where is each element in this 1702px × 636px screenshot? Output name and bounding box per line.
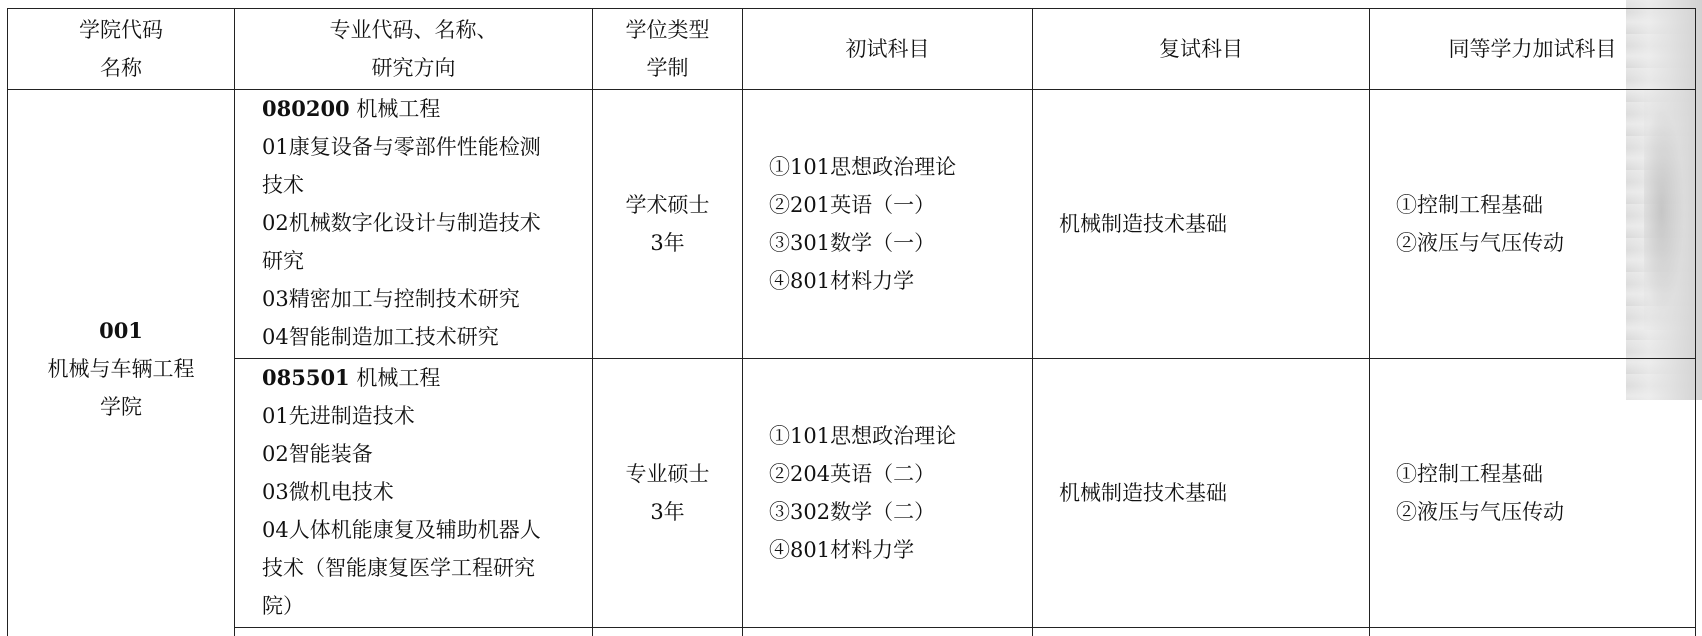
retest-cell [1033,90,1370,359]
admissions-table [7,8,1696,636]
degree-duration: 3年 [650,231,685,255]
degree-duration: 3年 [650,500,685,524]
direction-line: 02机械数字化设计与制造技术 [262,211,541,235]
major-cell [235,359,593,628]
direction-line: 技术 [262,173,304,197]
extra-subject: ①控制工程基础 [1396,462,1543,486]
direction-line: 技术（智能康复医学工程研究 [262,556,535,580]
initial-subject: ③301数学（一） [769,231,936,255]
empty-cell [743,628,1033,636]
direction-line: 03精密加工与控制技术研究 [262,287,520,311]
empty-cell [1370,628,1696,636]
initial-subject: ④801材料力学 [769,269,915,293]
empty-cell [235,628,593,636]
school-cell [8,90,235,636]
initial-subject: ②201英语（一） [769,193,936,217]
table-row [8,90,1696,359]
direction-line: 02智能装备 [262,442,373,466]
retest-subject: 机械制造技术基础 [1059,481,1227,505]
header-major [235,9,593,90]
initial-subject: ③302数学（二） [769,500,936,524]
degree-cell [593,359,743,628]
initial-subjects-cell [743,90,1033,359]
major-name: 机械工程 [356,97,441,121]
retest-cell [1033,359,1370,628]
header-degree-line-2: 学制 [646,56,689,80]
header-row [8,9,1696,90]
empty-cell [1033,628,1370,636]
direction-line: 01先进制造技术 [262,404,415,428]
extra-subjects-cell [1370,359,1696,628]
major-name: 机械工程 [356,366,441,390]
degree-type: 学术硕士 [625,193,710,217]
major-code: 080200 [262,96,350,121]
initial-subject: ②204英语（二） [769,462,936,486]
extra-subject: ①控制工程基础 [1396,193,1543,217]
direction-line: 01康复设备与零部件性能检测 [262,135,541,159]
initial-subjects-cell [743,359,1033,628]
retest-subject: 机械制造技术基础 [1059,212,1227,236]
degree-cell [593,90,743,359]
degree-type: 专业硕士 [625,462,710,486]
header-initial-subjects: 初试科目 [743,9,1033,90]
header-school-line-2: 名称 [100,56,142,80]
header-school-line-1: 学院代码 [79,18,163,42]
initial-subject: ①101思想政治理论 [769,155,957,179]
school-name-line-2: 学院 [100,395,142,419]
direction-line: 04智能制造加工技术研究 [262,325,499,349]
header-degree-line-1: 学位类型 [625,18,710,42]
header-degree [593,9,743,90]
major-title [262,359,584,397]
extra-subject: ②液压与气压传动 [1396,500,1564,524]
table-row-partial [8,628,1696,636]
header-major-line-1: 专业代码、名称、 [329,18,498,42]
header-retest-subjects: 复试科目 [1033,9,1370,90]
school-code: 001 [99,318,143,343]
major-cell [235,90,593,359]
table-row [8,359,1696,628]
major-title [262,90,584,128]
extra-subjects-cell [1370,90,1696,359]
direction-line: 03微机电技术 [262,480,394,504]
initial-subject: ①101思想政治理论 [769,424,957,448]
extra-subject: ②液压与气压传动 [1396,231,1564,255]
header-major-line-2: 研究方向 [371,56,456,80]
header-school [8,9,235,90]
school-name-line-1: 机械与车辆工程 [47,357,195,381]
direction-line: 院） [262,594,304,618]
direction-line: 04人体机能康复及辅助机器人 [262,518,541,542]
initial-subject: ④801材料力学 [769,538,915,562]
empty-cell [593,628,743,636]
header-extra-subjects: 同等学力加试科目 [1370,9,1696,90]
major-code: 085501 [262,365,350,390]
direction-line: 研究 [262,249,304,273]
